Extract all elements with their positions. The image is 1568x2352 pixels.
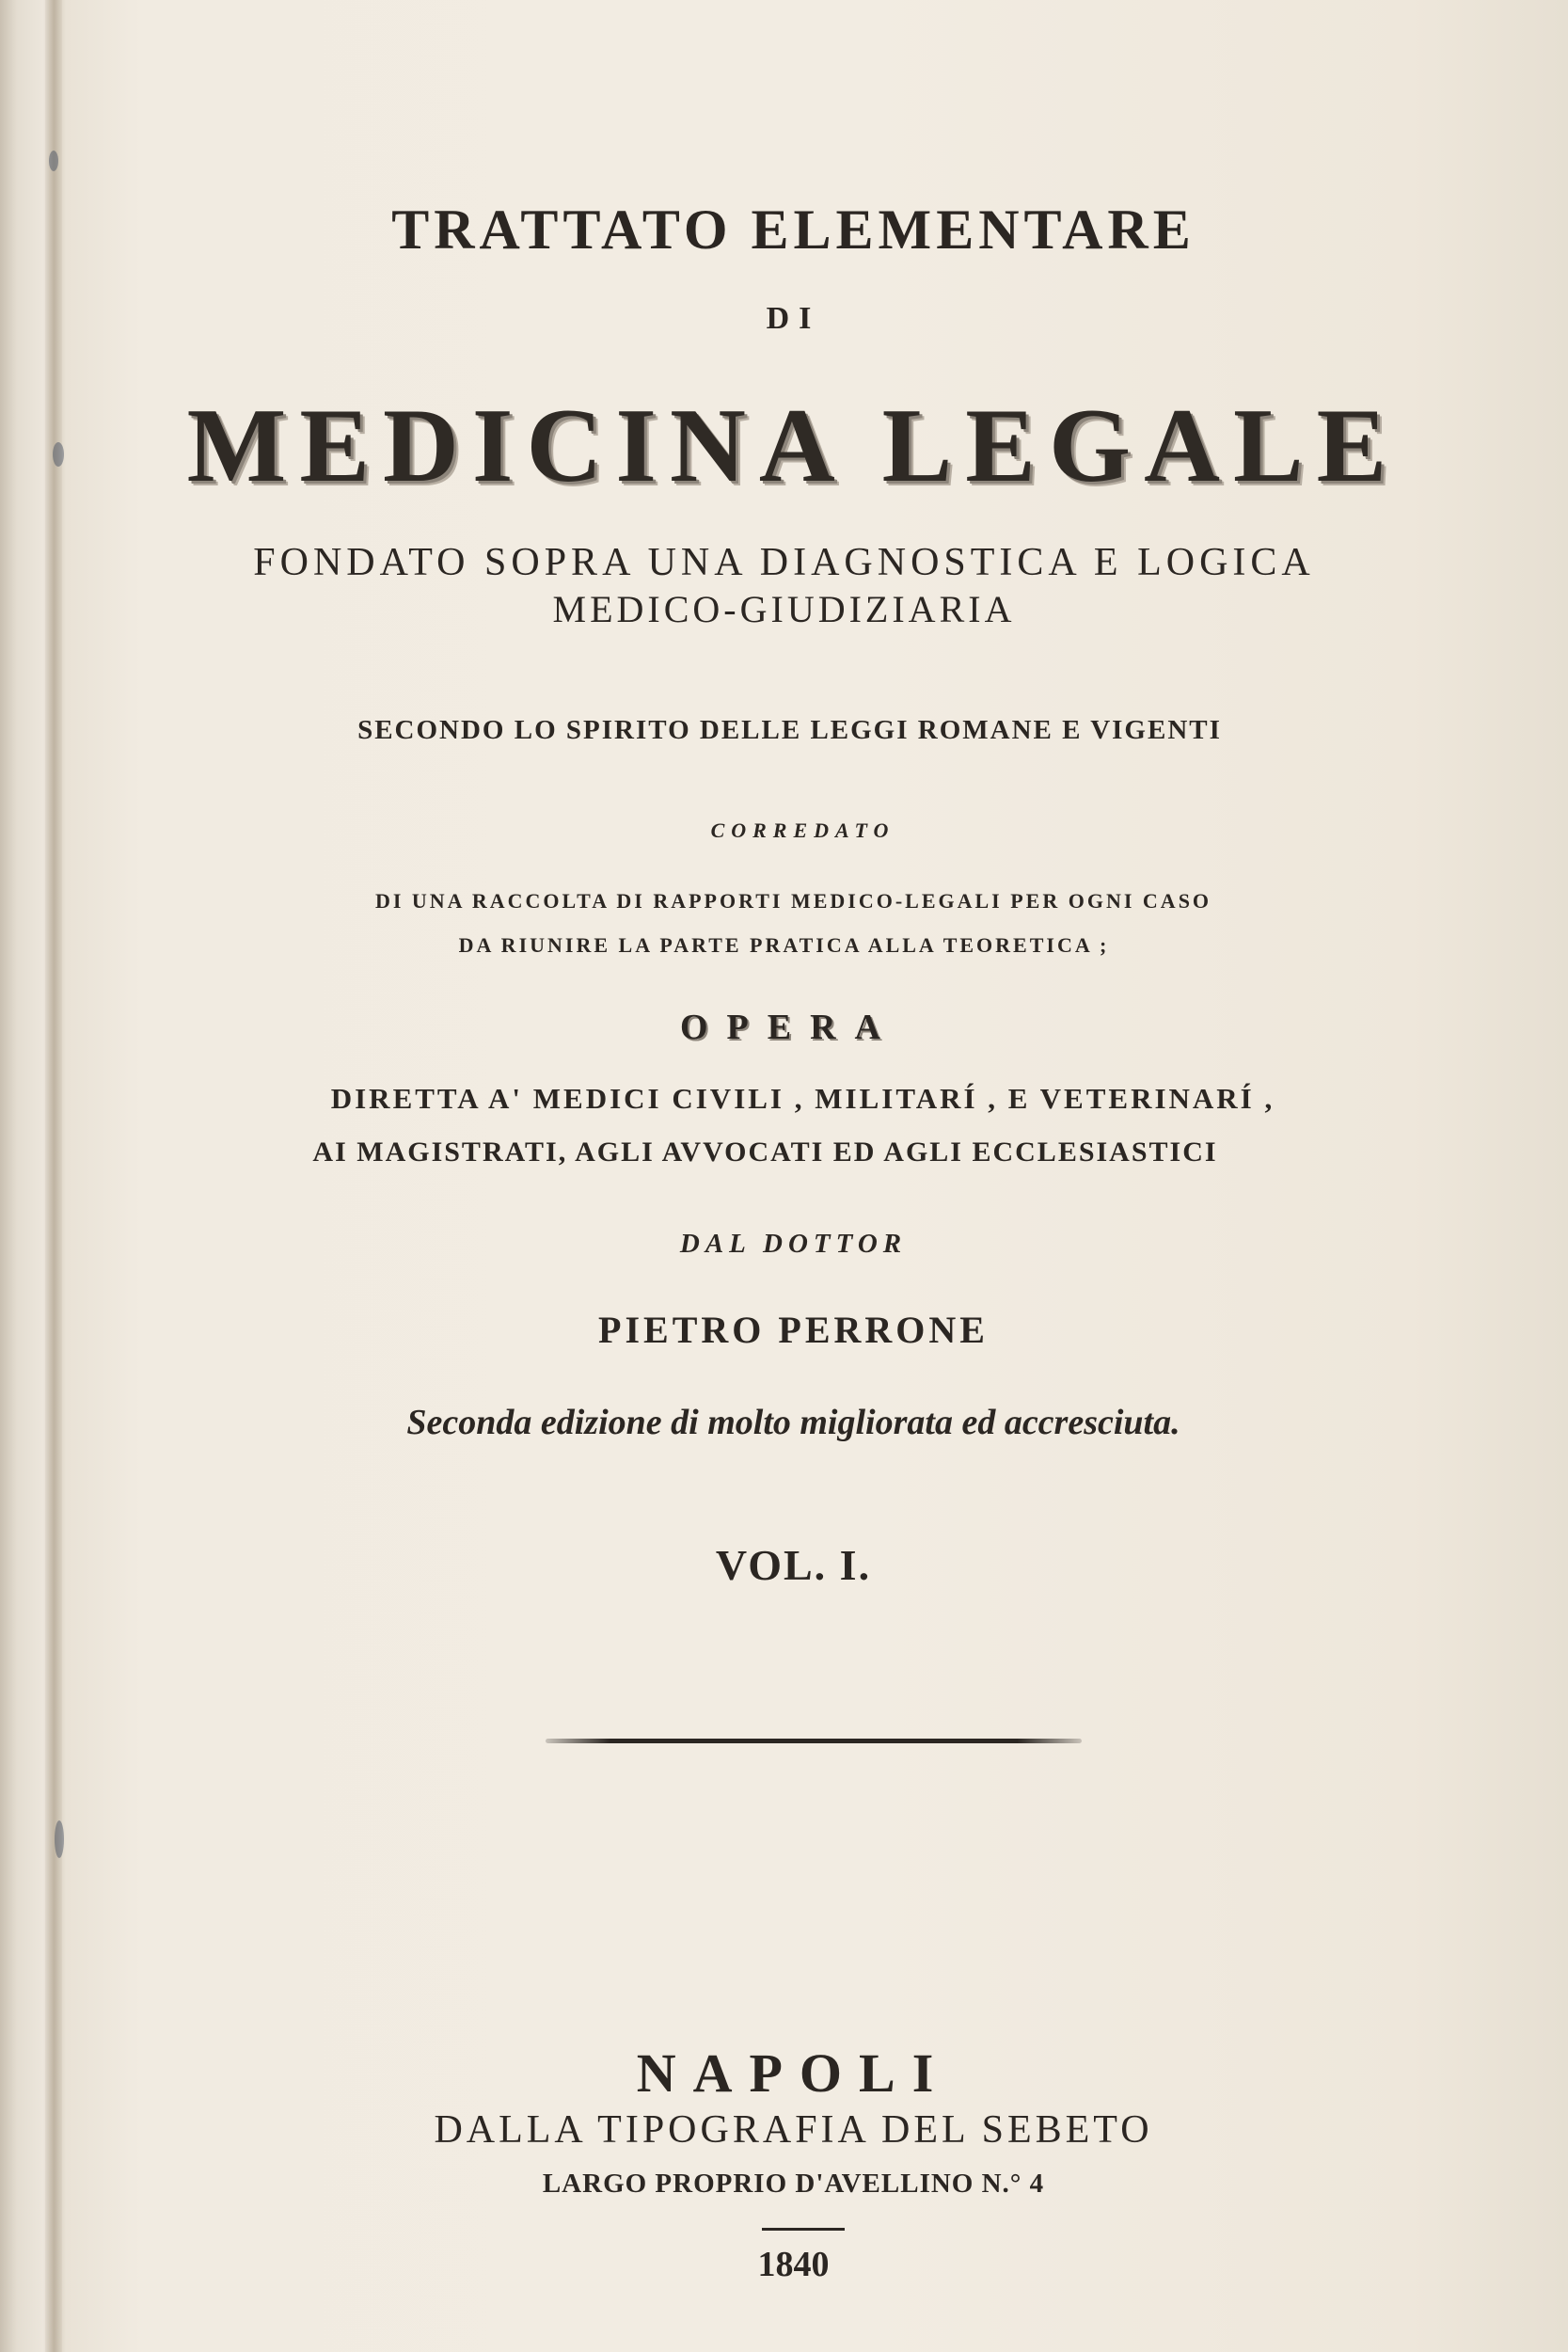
audience-line-1: DIRETTA A' MEDICI CIVILI , MILITARÍ , E VETERINARÍ ,	[330, 1082, 1275, 1115]
subtitle-line-2: MEDICO-GIUDIZIARIA	[552, 588, 1016, 630]
subtitle-line-5: DI UNA RACCOLTA DI RAPPORTI MEDICO-LEGALI PER OGNI CASO	[374, 889, 1212, 913]
year-rule	[762, 2228, 845, 2231]
edition-note: Seconda edizione di molto migliorata ed accresciuta.	[406, 1403, 1180, 1442]
opera-heading: OPERA	[680, 1008, 899, 1047]
author-name: PIETRO PERRONE	[598, 1309, 989, 1351]
imprint-printer: DALLA TIPOGRAFIA DEL SEBETO	[434, 2108, 1153, 2152]
audience-line-2: AI MAGISTRATI, AGLI AVVOCATI ED AGLI ECCLESIASTICI	[312, 1136, 1218, 1168]
subtitle-line-4: CORREDATO	[710, 818, 895, 842]
imprint-address: LARGO PROPRIO D'AVELLINO N.° 4	[542, 2169, 1045, 2199]
title-line-2: DI	[766, 301, 821, 336]
subtitle-line-3: SECONDO LO SPIRITO DELLE LEGGI ROMANE E VIGENTI	[357, 715, 1222, 745]
author-prefix: DAL DOTTOR	[679, 1229, 908, 1259]
volume-label: VOL. I.	[715, 1541, 872, 1589]
imprint-year: 1840	[757, 2245, 830, 2284]
title-line-1: TRATTATO ELEMENTARE	[391, 199, 1196, 261]
decorative-rule	[546, 1739, 1082, 1743]
subtitle-line-1: FONDATO SOPRA UNA DIAGNOSTICA E LOGICA	[253, 541, 1315, 584]
imprint-city: NAPOLI	[636, 2042, 951, 2104]
main-title: MEDICINA LEGALE	[186, 388, 1401, 504]
subtitle-line-6: DA RIUNIRE LA PARTE PRATICA ALLA TEORETICA ;	[458, 933, 1110, 957]
